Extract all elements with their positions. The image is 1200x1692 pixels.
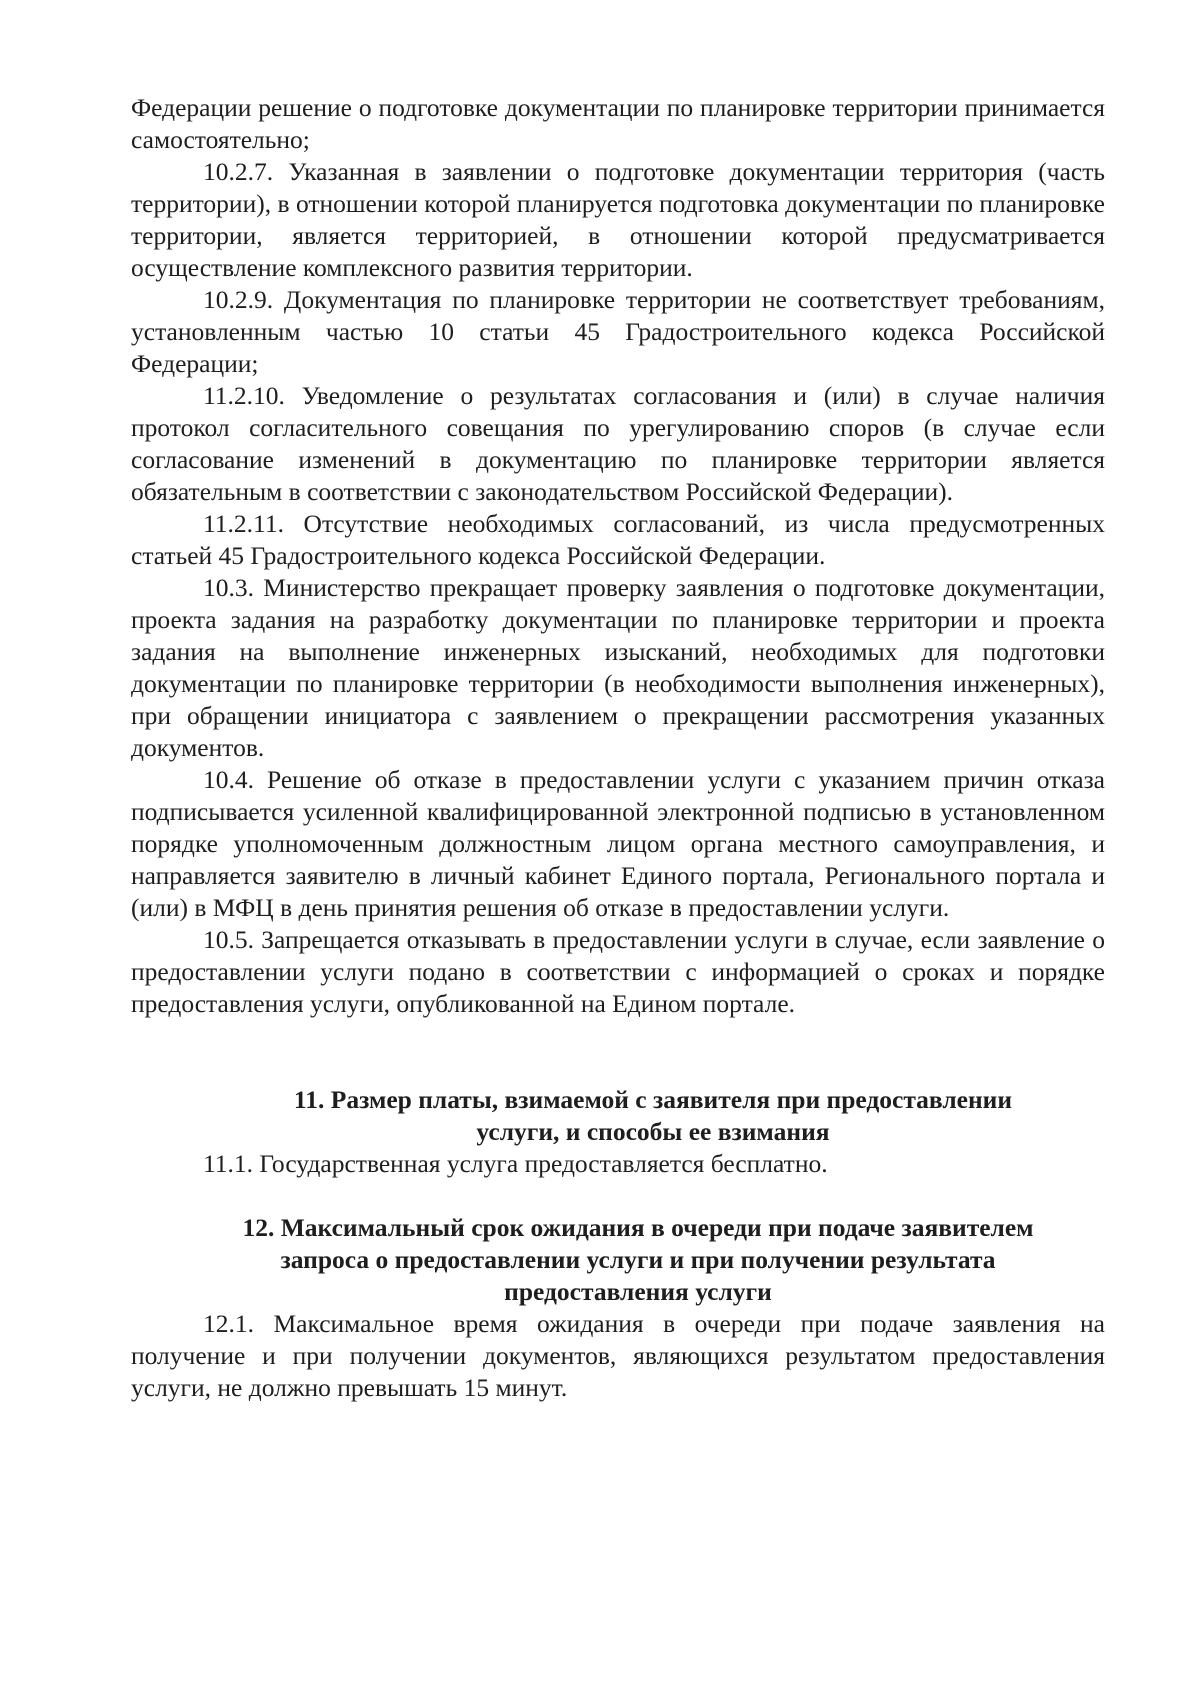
paragraph-10-3: 10.3. Министерство прекращает проверку заявления о подготовке документации, проекта задания на разработку документации по планировке территории и проекта задания на выполнение инженерных изысканий, необходимых для подготовки документации по планировке территории (в необходимости выполнения инженерных), при обращении инициатора с заявлением о прекращении рассмотрения указанных документов.	[131, 573, 1105, 762]
section-11-heading	[131, 1084, 1105, 1148]
section-11-heading-line1: 11. Размер платы, взимаемой с заявителя при предоставлении	[293, 1085, 1013, 1114]
document-page	[131, 92, 1105, 1404]
spacer	[131, 1180, 1105, 1212]
paragraph-continuation: Федерации решение о подготовке документации по планировке территории принимается самостоятельно;	[131, 93, 1105, 154]
section-11-heading-line2: услуги, и способы ее взимания	[476, 1117, 830, 1146]
section-12-heading-line3: предоставления услуги	[504, 1277, 772, 1306]
paragraph-10-2-9: 10.2.9. Документация по планировке территории не соответствует требованиям, установленным частью 10 статьи 45 Градостроительного кодекса Российской Федерации;	[131, 285, 1105, 378]
paragraph-10-2-7: 10.2.7. Указанная в заявлении о подготовке документации территория (часть территории), в отношении которой планируется подготовка документации по планировке территории, является территорией, в отношении которой предусматривается осуществление комплексного развития территории.	[131, 157, 1105, 282]
paragraph-11-1: 11.1. Государственная услуга предоставляется бесплатно.	[203, 1149, 828, 1178]
paragraph-11-2-11: 11.2.11. Отсутствие необходимых согласований, из числа предусмотренных статьей 45 Градостроительного кодекса Российской Федерации.	[131, 509, 1105, 570]
section-12-heading-line2: запроса о предоставлении услуги и при получении результата	[280, 1245, 996, 1274]
section-12-heading	[131, 1212, 1105, 1308]
paragraph-10-5: 10.5. Запрещается отказывать в предоставлении услуги в случае, если заявление о предоставлении услуги подано в соответствии с информацией о сроках и порядке предоставления услуги, опубликованной на Едином портале.	[131, 925, 1105, 1018]
paragraph-10-4: 10.4. Решение об отказе в предоставлении услуги с указанием причин отказа подписывается усиленной квалифицированной электронной подписью в установленном порядке уполномоченным должностным лицом органа местного самоуправления, и направляется заявителю в личный кабинет Единого портала, Регионального портала и (или) в МФЦ в день принятия решения об отказе в предоставлении услуги.	[131, 765, 1105, 922]
section-12-heading-line1: 12. Максимальный срок ожидания в очереди при подаче заявителем	[242, 1213, 1034, 1242]
paragraph-11-2-10: 11.2.10. Уведомление о результатах согласования и (или) в случае наличия протокол согласительного совещания по урегулированию споров (в случае если согласование изменений в документацию по планировке территории является обязательным в соответствии с законодательством Российской Федерации).	[131, 381, 1105, 506]
spacer	[131, 1020, 1105, 1084]
paragraph-12-1: 12.1. Максимальное время ожидания в очереди при подаче заявления на получение и при получении документов, являющихся результатом предоставления услуги, не должно превышать 15 минут.	[131, 1309, 1105, 1402]
